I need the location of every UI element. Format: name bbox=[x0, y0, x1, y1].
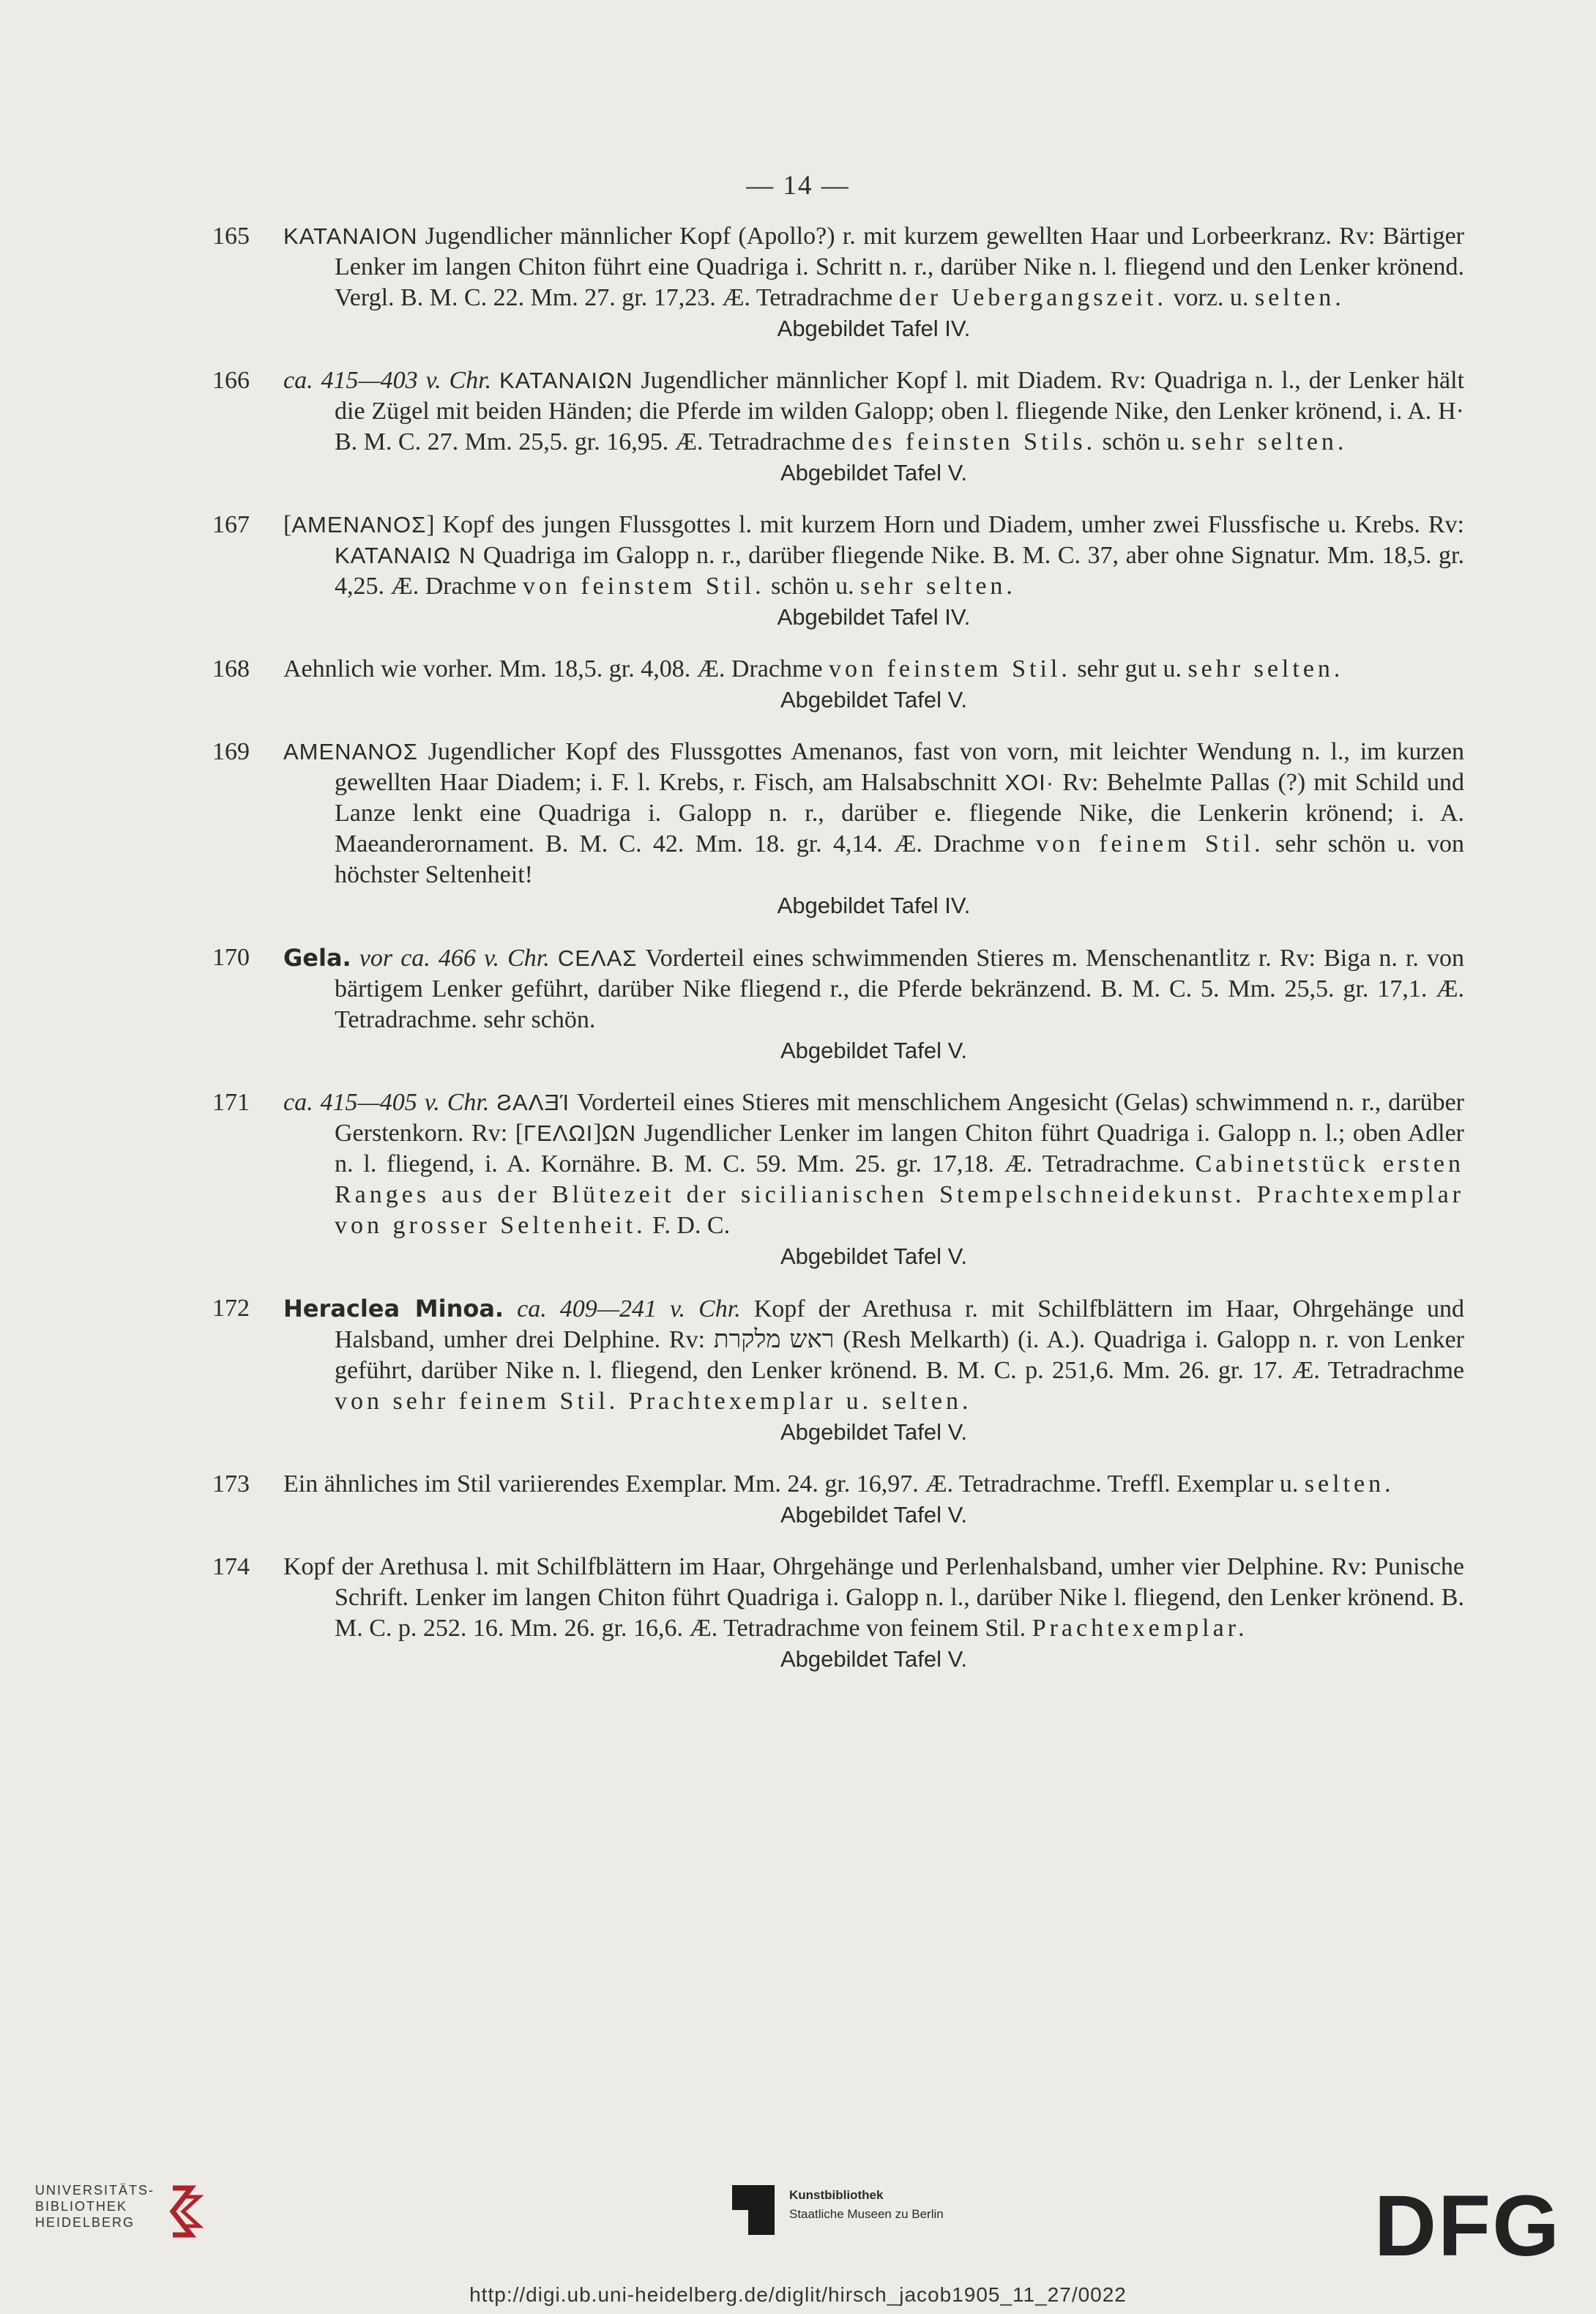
plate-reference: Abgebildet Tafel V. bbox=[780, 460, 968, 486]
entry-description: Ein ähnliches im Stil variierendes Exemplar. Mm. 24. gr. 16,97. Æ. Tetradrachme. Treffl. Exemplar u. selten. bbox=[283, 1470, 1395, 1498]
entry-description: Aehnlich wie vorher. Mm. 18,5. gr. 4,08. Æ. Drachme von feinstem Stil. sehr gut u. sehr selten. bbox=[283, 655, 1344, 682]
entry-description: Kopf der Arethusa l. mit Schilfblättern im Haar, Ohrgehänge und Perlenhalsband, umher vier Delphine. Rv: Punische Schrift. Lenker im langen Chiton führt Quadriga i. Galopp n. l., darüber Nike l. fliegend, den Lenker krönend. B. M. C. p. 252. 16. Mm. 26. gr. 16,6. Æ. Tetradrachme von feinem Stil. Prachtexemplar. bbox=[283, 1553, 1464, 1642]
entry-number: 166 bbox=[212, 367, 250, 394]
entry-description: AMENANOΣ Jugendlicher Kopf des Flussgottes Amenanos, fast von vorn, mit leichter Wendung n. l., im kurzen gewellten Haar Diadem; i. F. l. Krebs, r. Fisch, am Halsabschnitt XOI· Rv: Behelmte Pallas (?) mit Schild und Lanze lenkt eine Quadriga i. Galopp n. r., darüber e. fliegende Nike, die Lenkerin krönend; i. A. Maeanderornament. B. M. C. 42. Mm. 18. gr. 4,14. Æ. Drachme von feinem Stil. sehr schön u. von höchster Seltenheit! bbox=[283, 738, 1464, 888]
entry-number: 174 bbox=[212, 1553, 250, 1580]
catalogue-entry bbox=[212, 1552, 1464, 1675]
library-line-2: BIBLIOTHEK bbox=[35, 2199, 128, 2214]
plate-reference: Abgebildet Tafel V. bbox=[780, 1419, 968, 1445]
catalogue-entry bbox=[212, 654, 1464, 715]
entry-number: 172 bbox=[212, 1295, 250, 1322]
library-emblem-icon bbox=[158, 2182, 209, 2241]
entry-description: Heraclea Minoa. ca. 409—241 v. Chr. Kopf der Arethusa r. mit Schilfblättern im Haar, Ohrgehänge und Halsband, umher drei Delphine. Rv: ראש מלקרת (Resh Melkarth) (i. A.). Quadriga i. Galopp n. r. von Lenker geführt, darüber Nike n. l. fliegend, den Lenker krönend. B. M. C. p. 251,6. Mm. 26. gr. 17. Æ. Tetradrachme von sehr feinem Stil. Prachtexemplar u. selten. bbox=[283, 1295, 1465, 1415]
catalogue-entry bbox=[212, 510, 1464, 633]
plate-reference: Abgebildet Tafel IV. bbox=[777, 316, 971, 341]
entry-number: 170 bbox=[212, 944, 250, 971]
catalogue-entry bbox=[212, 1087, 1464, 1272]
plate-reference: Abgebildet Tafel V. bbox=[780, 1646, 968, 1672]
kunstbibliothek-logo bbox=[732, 2182, 1025, 2241]
catalogue-entry bbox=[212, 942, 1464, 1066]
page-number: — 14 — bbox=[746, 171, 850, 201]
kunstbibliothek-emblem-icon bbox=[732, 2185, 775, 2235]
entry-description: [AMENANOΣ] Kopf des jungen Flussgottes l. mit kurzem Horn und Diadem, umher zwei Flussfische u. Krebs. Rv: KATANAIΩ N Quadriga im Galopp n. r., darüber fliegende Nike. B. M. C. 37, aber ohne Signatur. Mm. 18,5. gr. 4,25. Æ. Drachme von feinstem Stil. schön u. sehr selten. bbox=[283, 511, 1465, 600]
entry-description: ca. 415—403 v. Chr. KATANAIΩN Jugendlicher männlicher Kopf l. mit Diadem. Rv: Quadriga n. l., der Lenker hält die Zügel mit beiden Händen; die Pferde im wilden Galopp; oben l. fliegende Nike, den Lenker krönend, i. A. H· B. M. C. 27. Mm. 25,5. gr. 16,95. Æ. Tetradrachme des feinsten Stils. schön u. sehr selten. bbox=[283, 367, 1465, 455]
catalogue-entry bbox=[212, 737, 1464, 921]
catalogue-entry bbox=[212, 1469, 1464, 1530]
plate-reference: Abgebildet Tafel V. bbox=[780, 1502, 968, 1528]
entry-description: KATANAION Jugendlicher männlicher Kopf (Apollo?) r. mit kurzem gewellten Haar und Lorbeerkranz. Rv: Bärtiger Lenker im langen Chiton führt eine Quadriga i. Schritt n. r., darüber Nike n. l. fliegend und den Lenker krönend. Vergl. B. M. C. 22. Mm. 27. gr. 17,23. Æ. Tetradrachme der Uebergangszeit. vorz. u. selten. bbox=[283, 223, 1464, 311]
entry-number: 173 bbox=[212, 1470, 250, 1498]
source-url[interactable]: http://digi.ub.uni-heidelberg.de/diglit/hirsch_jacob1905_11_27/0022 bbox=[469, 2283, 1127, 2306]
entry-number: 165 bbox=[212, 223, 250, 250]
entry-number: 168 bbox=[212, 655, 250, 682]
plate-reference: Abgebildet Tafel IV. bbox=[777, 604, 971, 630]
kunstbibliothek-subtitle: Staatliche Museen zu Berlin bbox=[789, 2207, 944, 2221]
entry-number: 169 bbox=[212, 738, 250, 765]
plate-reference: Abgebildet Tafel V. bbox=[780, 687, 968, 713]
catalogue-entry bbox=[212, 1293, 1464, 1448]
kunstbibliothek-title: Kunstbibliothek bbox=[789, 2188, 884, 2202]
entry-number: 167 bbox=[212, 511, 250, 538]
library-line-3: HEIDELBERG bbox=[35, 2215, 135, 2230]
plate-reference: Abgebildet Tafel V. bbox=[780, 1243, 968, 1269]
university-library-logo bbox=[35, 2182, 196, 2231]
catalogue-entries bbox=[212, 221, 1464, 1696]
catalogue-entry bbox=[212, 365, 1464, 488]
catalogue-entry bbox=[212, 221, 1464, 344]
library-line-1: UNIVERSITÄTS- bbox=[35, 2183, 155, 2198]
plate-reference: Abgebildet Tafel V. bbox=[780, 1038, 968, 1063]
dfg-logo: DFG bbox=[1373, 2178, 1561, 2274]
entry-description: ca. 415—405 v. Chr. ƧAΛƎΊ Vorderteil eines Stieres mit menschlichem Angesicht (Gelas) schwimmend n. r., darüber Gerstenkorn. Rv: [ΓEΛΩI]ΩN Jugendlicher Lenker im langen Chiton führt Quadriga i. Galopp n. l.; oben Adler n. l. fliegend, i. A. Kornähre. B. M. C. 59. Mm. 25. gr. 17,18. Æ. Tetradrachme. Cabinetstück ersten Ranges aus der Blütezeit der sicilianischen Stempelschneidekunst. Prachtexemplar von grosser Seltenheit. F. D. C. bbox=[283, 1089, 1465, 1239]
entry-number: 171 bbox=[212, 1089, 250, 1116]
plate-reference: Abgebildet Tafel IV. bbox=[777, 893, 971, 918]
entry-description: Gela. vor ca. 466 v. Chr. CEΛAΣ Vorderteil eines schwimmenden Stieres m. Menschenantlitz r. Rv: Biga n. r. von bärtigem Lenker geführt, darüber Nike fliegend r., die Pferde bekränzend. B. M. C. 5. Mm. 25,5. gr. 17,1. Æ. Tetradrachme. sehr schön. bbox=[283, 944, 1465, 1033]
